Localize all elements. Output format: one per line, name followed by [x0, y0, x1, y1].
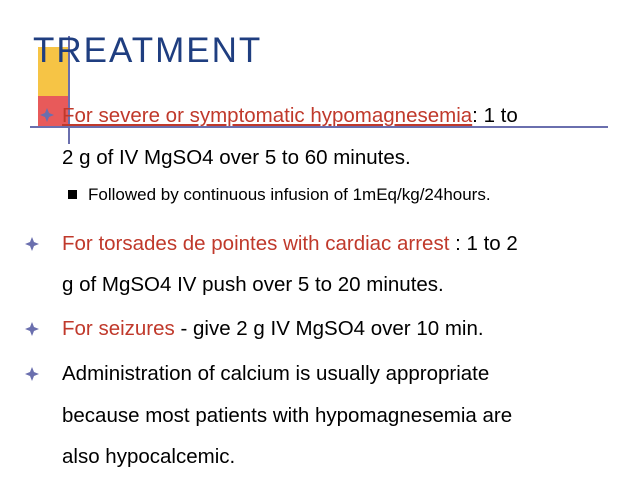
bullet-2-rest: : 1 to 2	[449, 232, 518, 255]
slide-title: TREATMENT	[33, 31, 263, 70]
bullet-2-line-2: g of MgSO4 IV push over 5 to 20 minutes.	[62, 273, 444, 296]
bullet-4-line-3: also hypocalcemic.	[62, 445, 236, 468]
sub-bullet-1: Followed by continuous infusion of 1mEq/kg/24hours.	[88, 185, 491, 204]
bullet-2-lead: For torsades de pointes with cardiac arrest	[62, 232, 450, 255]
bullet-1-rest: : 1 to	[472, 104, 518, 127]
diamond-star-bullet-icon	[40, 108, 54, 122]
square-bullet-icon	[68, 190, 77, 199]
diamond-star-bullet-icon	[25, 237, 39, 251]
diamond-star-bullet-icon	[25, 322, 39, 336]
bullet-3-line-1	[62, 310, 484, 347]
bullet-1-line-2: 2 g of IV MgSO4 over 5 to 60 minutes.	[62, 146, 411, 169]
diamond-star-bullet-icon	[25, 367, 39, 381]
bullet-4-line-1: Administration of calcium is usually appropriate	[62, 362, 490, 385]
bullet-3-rest: - give 2 g IV MgSO4 over 10 min.	[174, 317, 484, 340]
bullet-3-lead: For seizures	[62, 317, 175, 340]
bullet-1-lead: For severe or symptomatic hypomagnesemia	[62, 104, 473, 127]
bullet-1-line-1	[62, 97, 518, 134]
bullet-4-line-2: because most patients with hypomagnesemia are	[62, 404, 513, 427]
bullet-2-line-1	[62, 225, 518, 262]
